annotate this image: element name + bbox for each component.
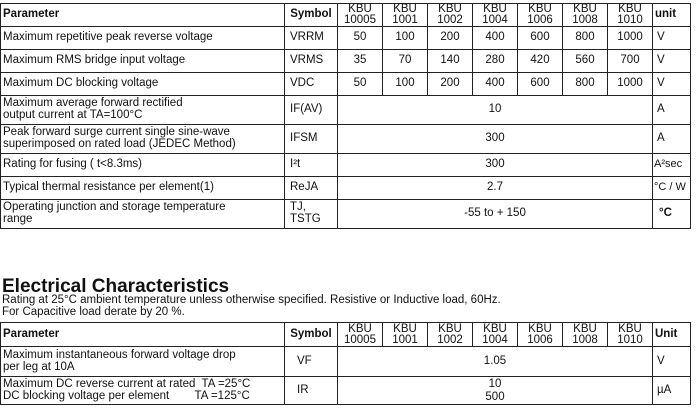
row-parameter: Maximum DC blocking voltage: [1, 72, 285, 95]
header-model: [473, 323, 518, 347]
param-line: Maximum average forward rectified: [3, 97, 183, 110]
model-prefix: KBU: [528, 3, 552, 15]
model-prefix: KBU: [483, 322, 507, 335]
row-symbol: IFSM: [285, 124, 338, 153]
electrical-characteristics-table: [0, 322, 691, 405]
header-parameter: Parameter: [1, 4, 285, 27]
row-value: 800: [563, 72, 608, 95]
row-symbol: IF(AV): [285, 95, 338, 124]
model-number: 1006: [527, 13, 553, 26]
header-model: [563, 323, 608, 347]
model-number: 1008: [572, 333, 598, 346]
header-row: [1, 4, 691, 27]
rating-note: Rating at 25°C ambient temperature unless otherwise specified. Resistive or Inductive load, 60Hz.: [2, 294, 501, 306]
row-symbol: ReJA: [285, 176, 338, 199]
row-unit: V: [653, 347, 691, 377]
model-prefix: KBU: [393, 3, 417, 15]
row-value: 600: [518, 72, 563, 95]
row-symbol: VRRM: [285, 26, 338, 49]
row-unit: °C: [653, 199, 691, 228]
row-parameter: Maximum RMS bridge input voltage: [1, 49, 285, 72]
row-value: 400: [473, 72, 518, 95]
header-model: [383, 323, 428, 347]
row-parameter: Typical thermal resistance per element(1): [1, 176, 285, 199]
table-row: [1, 72, 691, 95]
row-value: 10: [338, 95, 653, 124]
header-model: [608, 323, 653, 347]
row-parameter: [1, 377, 285, 405]
row-value: 300: [338, 153, 653, 176]
row-value: 600: [518, 26, 563, 49]
row-value: 560: [563, 49, 608, 72]
table-row: [1, 26, 691, 49]
model-prefix: KBU: [573, 3, 597, 15]
model-number: 1002: [437, 333, 463, 346]
row-unit: µA: [653, 377, 691, 405]
row-parameter: [1, 199, 285, 228]
header-unit: unit: [653, 4, 691, 27]
param-line: DC blocking voltage per element TA =125°C: [3, 389, 250, 402]
value-line: 500: [485, 390, 505, 403]
symbol-line: TSTG: [290, 212, 321, 225]
table-row: [1, 49, 691, 72]
header-model: [428, 4, 473, 27]
model-prefix: KBU: [438, 3, 462, 15]
row-value: 1000: [608, 26, 653, 49]
model-number: 1001: [392, 13, 418, 26]
value-line: 10: [488, 378, 502, 391]
row-parameter: Rating for fusing ( t<8.3ms): [1, 153, 285, 176]
row-parameter: [1, 95, 285, 124]
row-symbol: VF: [285, 347, 338, 377]
row-unit: A: [653, 124, 691, 153]
header-model: [518, 4, 563, 27]
row-value: 200: [428, 72, 473, 95]
row-symbol: VDC: [285, 72, 338, 95]
row-symbol: I²t: [285, 153, 338, 176]
model-prefix: KBU: [348, 3, 372, 15]
model-number: 10005: [344, 333, 376, 346]
row-value: 100: [383, 72, 428, 95]
header-model: [428, 323, 473, 347]
param-line: range: [3, 212, 33, 225]
row-value: 100: [383, 26, 428, 49]
row-value: 200: [428, 26, 473, 49]
row-symbol: VRMS: [285, 49, 338, 72]
row-value: 300: [338, 124, 653, 153]
row-value: 800: [563, 26, 608, 49]
model-prefix: KBU: [393, 322, 417, 335]
row-symbol: IR: [285, 377, 338, 405]
row-unit: A²sec: [653, 153, 691, 176]
maximum-ratings-table: [0, 3, 691, 229]
row-parameter: [1, 347, 285, 377]
header-model: [518, 323, 563, 347]
param-line: output current at TA=100°C: [3, 108, 143, 121]
row-value: 50: [338, 72, 383, 95]
header-model: [383, 4, 428, 27]
model-number: 10005: [344, 13, 376, 26]
row-value: 140: [428, 49, 473, 72]
row-value: 420: [518, 49, 563, 72]
model-number: 1002: [437, 13, 463, 26]
row-parameter: Maximum repetitive peak reverse voltage: [1, 26, 285, 49]
row-value: 1000: [608, 72, 653, 95]
param-line: Maximum DC reverse current at rated TA =25°C: [3, 378, 251, 390]
table-row: [1, 153, 691, 176]
section-title: Electrical Characteristics: [2, 276, 230, 297]
row-value: 70: [383, 49, 428, 72]
row-value: 400: [473, 26, 518, 49]
model-number: 1001: [392, 333, 418, 346]
derate-note: For Capacitive load derate by 20 %.: [2, 306, 185, 318]
model-number: 1010: [617, 13, 643, 26]
model-prefix: KBU: [348, 322, 372, 335]
table-row: [1, 124, 691, 153]
row-unit: V: [653, 26, 691, 49]
header-model: [473, 4, 518, 27]
param-line: Operating junction and storage temperature: [3, 201, 226, 214]
row-value: 35: [338, 49, 383, 72]
row-value: 700: [608, 49, 653, 72]
table-row: [1, 176, 691, 199]
header-model: [338, 4, 383, 27]
header-model: [338, 323, 383, 347]
header-model: [608, 4, 653, 27]
model-number: 1008: [572, 13, 598, 26]
row-value: -55 to + 150: [338, 199, 653, 228]
row-unit: A: [653, 95, 691, 124]
row-value: 2.7: [338, 176, 653, 199]
row-parameter: [1, 124, 285, 153]
row-value: 1.05: [338, 347, 653, 377]
header-unit: Unit: [653, 323, 691, 347]
header-parameter: Parameter: [1, 323, 285, 347]
param-line: superimposed on rated load (JEDEC Method): [3, 137, 236, 150]
table-row: [1, 347, 691, 377]
model-prefix: KBU: [438, 322, 462, 335]
header-row: [1, 323, 691, 347]
table-row: [1, 377, 691, 405]
header-symbol: Symbol: [285, 323, 338, 347]
row-symbol: [285, 199, 338, 228]
header-model: [563, 4, 608, 27]
param-line: Peak forward surge current single sine-wave: [3, 126, 230, 139]
row-value: 50: [338, 26, 383, 49]
model-prefix: KBU: [528, 322, 552, 335]
row-value: [338, 377, 653, 405]
row-value: 280: [473, 49, 518, 72]
model-number: 1006: [527, 333, 553, 346]
param-line: per leg at 10A: [3, 360, 75, 373]
row-unit: °C / W: [653, 176, 691, 199]
table-row: [1, 199, 691, 228]
symbol-line: TJ,: [290, 201, 306, 214]
model-number: 1004: [482, 13, 508, 26]
model-prefix: KBU: [573, 322, 597, 335]
model-number: 1004: [482, 333, 508, 346]
row-unit: V: [653, 49, 691, 72]
param-line: Maximum instantaneous forward voltage drop: [3, 349, 236, 361]
row-unit: V: [653, 72, 691, 95]
header-symbol: Symbol: [285, 4, 338, 27]
model-prefix: KBU: [618, 322, 642, 335]
model-prefix: KBU: [618, 3, 642, 15]
model-prefix: KBU: [483, 3, 507, 15]
model-number: 1010: [617, 333, 643, 346]
table-row: [1, 95, 691, 124]
